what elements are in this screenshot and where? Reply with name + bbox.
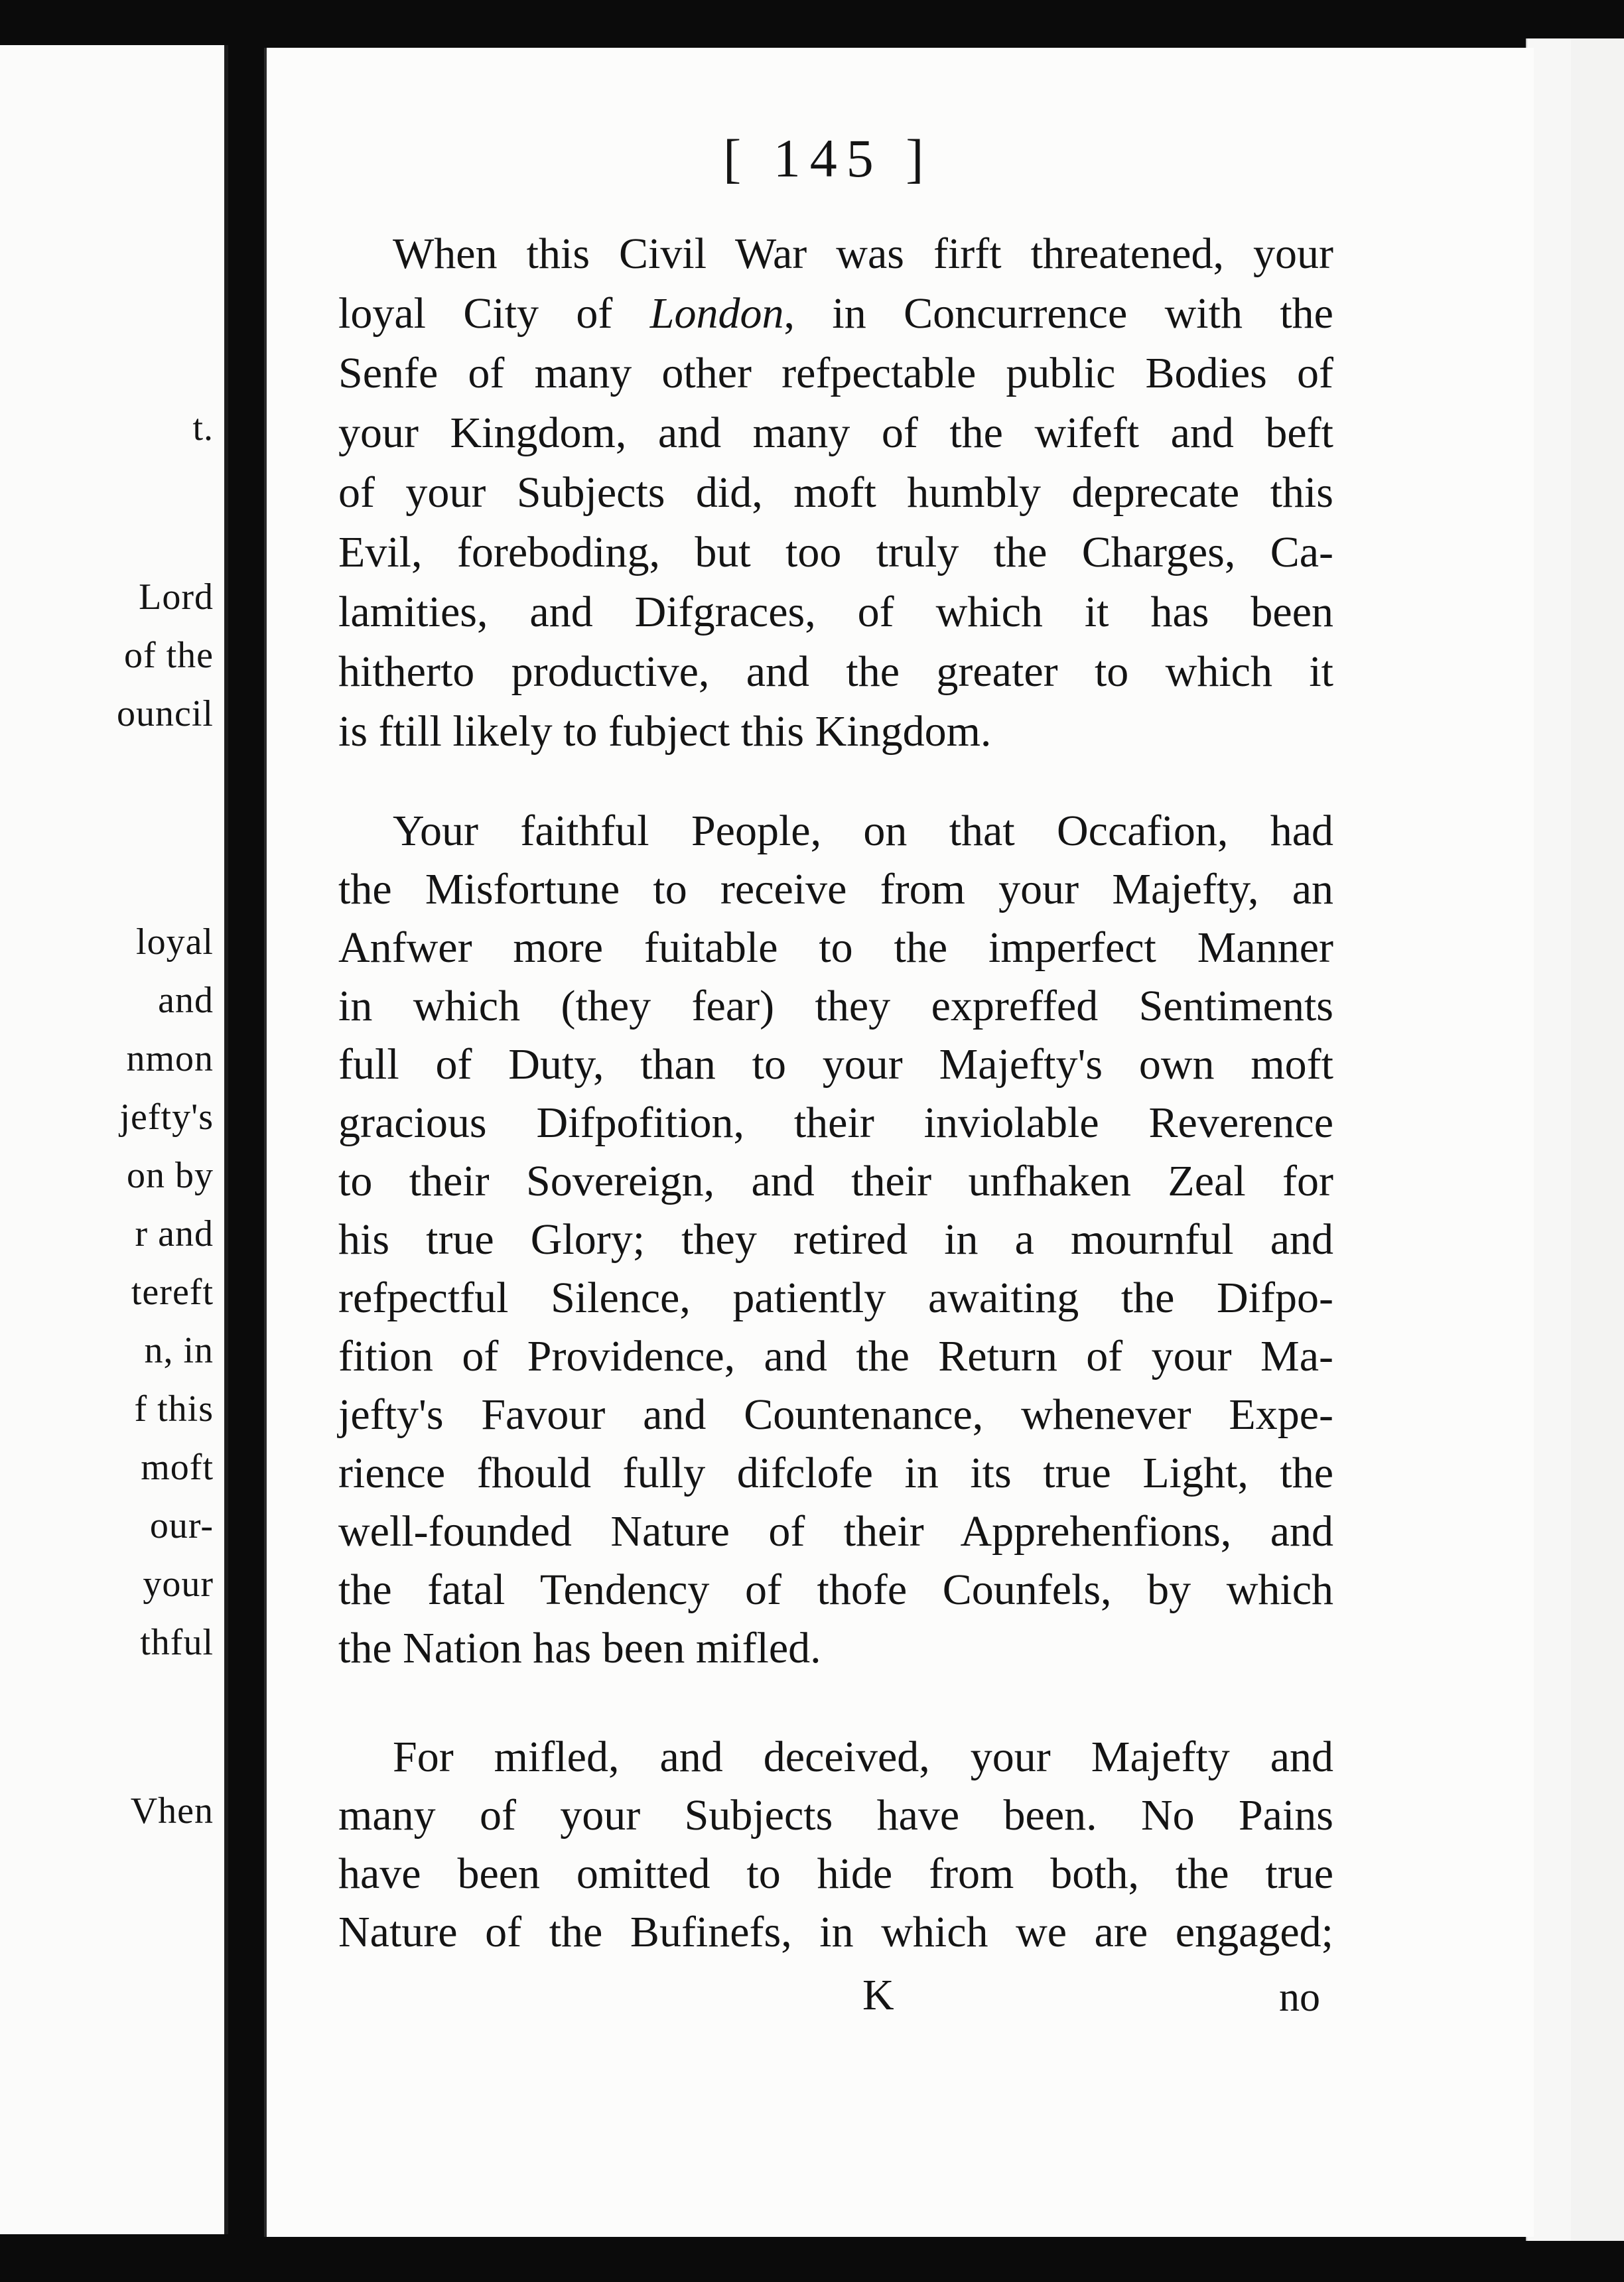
text-line: the Misfortune to receive from your Majefty, an — [338, 865, 1333, 913]
line-end: , in Concurrence with the — [783, 289, 1333, 338]
left-fragment-line: Vhen — [130, 1790, 214, 1832]
text-line: lamities, and Difgraces, of which it has been — [338, 588, 1333, 636]
text-line — [338, 284, 1333, 344]
left-page-fragment — [0, 45, 228, 2234]
left-fragment-line: your — [143, 1564, 214, 1605]
left-fragment-line: thful — [140, 1622, 214, 1663]
page-edge — [1566, 38, 1624, 2241]
text-line: Nature of the Bufinefs, in which we are engaged; — [338, 1908, 1333, 1956]
left-fragment-line: ouncil — [117, 693, 214, 734]
text-line: Senfe of many other refpectable public Bodies of — [338, 349, 1333, 397]
text-line: jefty's Favour and Countenance, whenever Expe- — [338, 1390, 1333, 1439]
text-line: refpectful Silence, patiently awaiting the Difpo- — [338, 1274, 1333, 1322]
left-fragment-line: f this — [134, 1388, 214, 1430]
text-line: full of Duty, than to your Majefty's own moft — [338, 1040, 1333, 1089]
left-fragment-line: loyal — [136, 921, 214, 963]
text-line: For mifled, and deceived, your Majefty and — [393, 1733, 1333, 1781]
left-fragment-line: of the — [123, 635, 214, 676]
left-fragment-line: t. — [192, 407, 214, 448]
text-line: of your Subjects did, moft humbly deprecate this — [338, 468, 1333, 517]
left-fragment-line: our- — [149, 1505, 214, 1546]
left-fragment-line: on by — [127, 1155, 214, 1196]
text-line: fition of Providence, and the Return of your Ma- — [338, 1332, 1333, 1380]
catchword: no — [1279, 1975, 1320, 2020]
text-line: his true Glory; they retired in a mournful and — [338, 1215, 1333, 1264]
text-line: rience fhould fully difclofe in its true Light, the — [338, 1449, 1333, 1497]
text-line: in which (they fear) they expreffed Sentiments — [338, 982, 1333, 1030]
left-fragment-line: nmon — [126, 1038, 214, 1079]
text-line: the fatal Tendency of thofe Counfels, by which — [338, 1566, 1333, 1614]
text-line: Evil, foreboding, but too truly the Charges, Ca- — [338, 528, 1333, 576]
text-line: is ftill likely to fubject this Kingdom. — [338, 707, 992, 756]
left-fragment-line: jefty's — [119, 1097, 214, 1138]
left-fragment-line: r and — [135, 1213, 214, 1254]
left-fragment-line: moft — [141, 1447, 214, 1488]
text-line: hitherto productive, and the greater to which it — [338, 647, 1333, 696]
city-name: London — [649, 289, 784, 338]
left-fragment-line: and — [158, 980, 214, 1021]
left-fragment-line: tereft — [131, 1272, 214, 1313]
text-line: your Kingdom, and many of the wifeft and beft — [338, 409, 1333, 457]
text-line: well-founded Nature of their Apprehenfions, and — [338, 1507, 1333, 1556]
line-start: loyal City of — [338, 289, 650, 338]
left-fragment-line: Lord — [139, 576, 214, 618]
text-line: have been omitted to hide from both, the true — [338, 1849, 1333, 1898]
text-line: the Nation has been mifled. — [338, 1624, 821, 1672]
signature-mark: K — [862, 1971, 894, 2019]
page-number-header: [ 145 ] — [723, 128, 933, 188]
text-line: Anfwer more fuitable to the imperfect Manner — [338, 923, 1333, 972]
text-line: When this Civil War was firft threatened, your — [393, 230, 1333, 278]
text-line: many of your Subjects have been. No Pains — [338, 1791, 1333, 1840]
left-fragment-line: n, in — [144, 1330, 214, 1371]
text-line: Your faithful People, on that Occafion, had — [393, 807, 1333, 855]
text-line: gracious Difpofition, their inviolable Reverence — [338, 1099, 1333, 1147]
text-line: to their Sovereign, and their unfhaken Zeal for — [338, 1157, 1333, 1205]
